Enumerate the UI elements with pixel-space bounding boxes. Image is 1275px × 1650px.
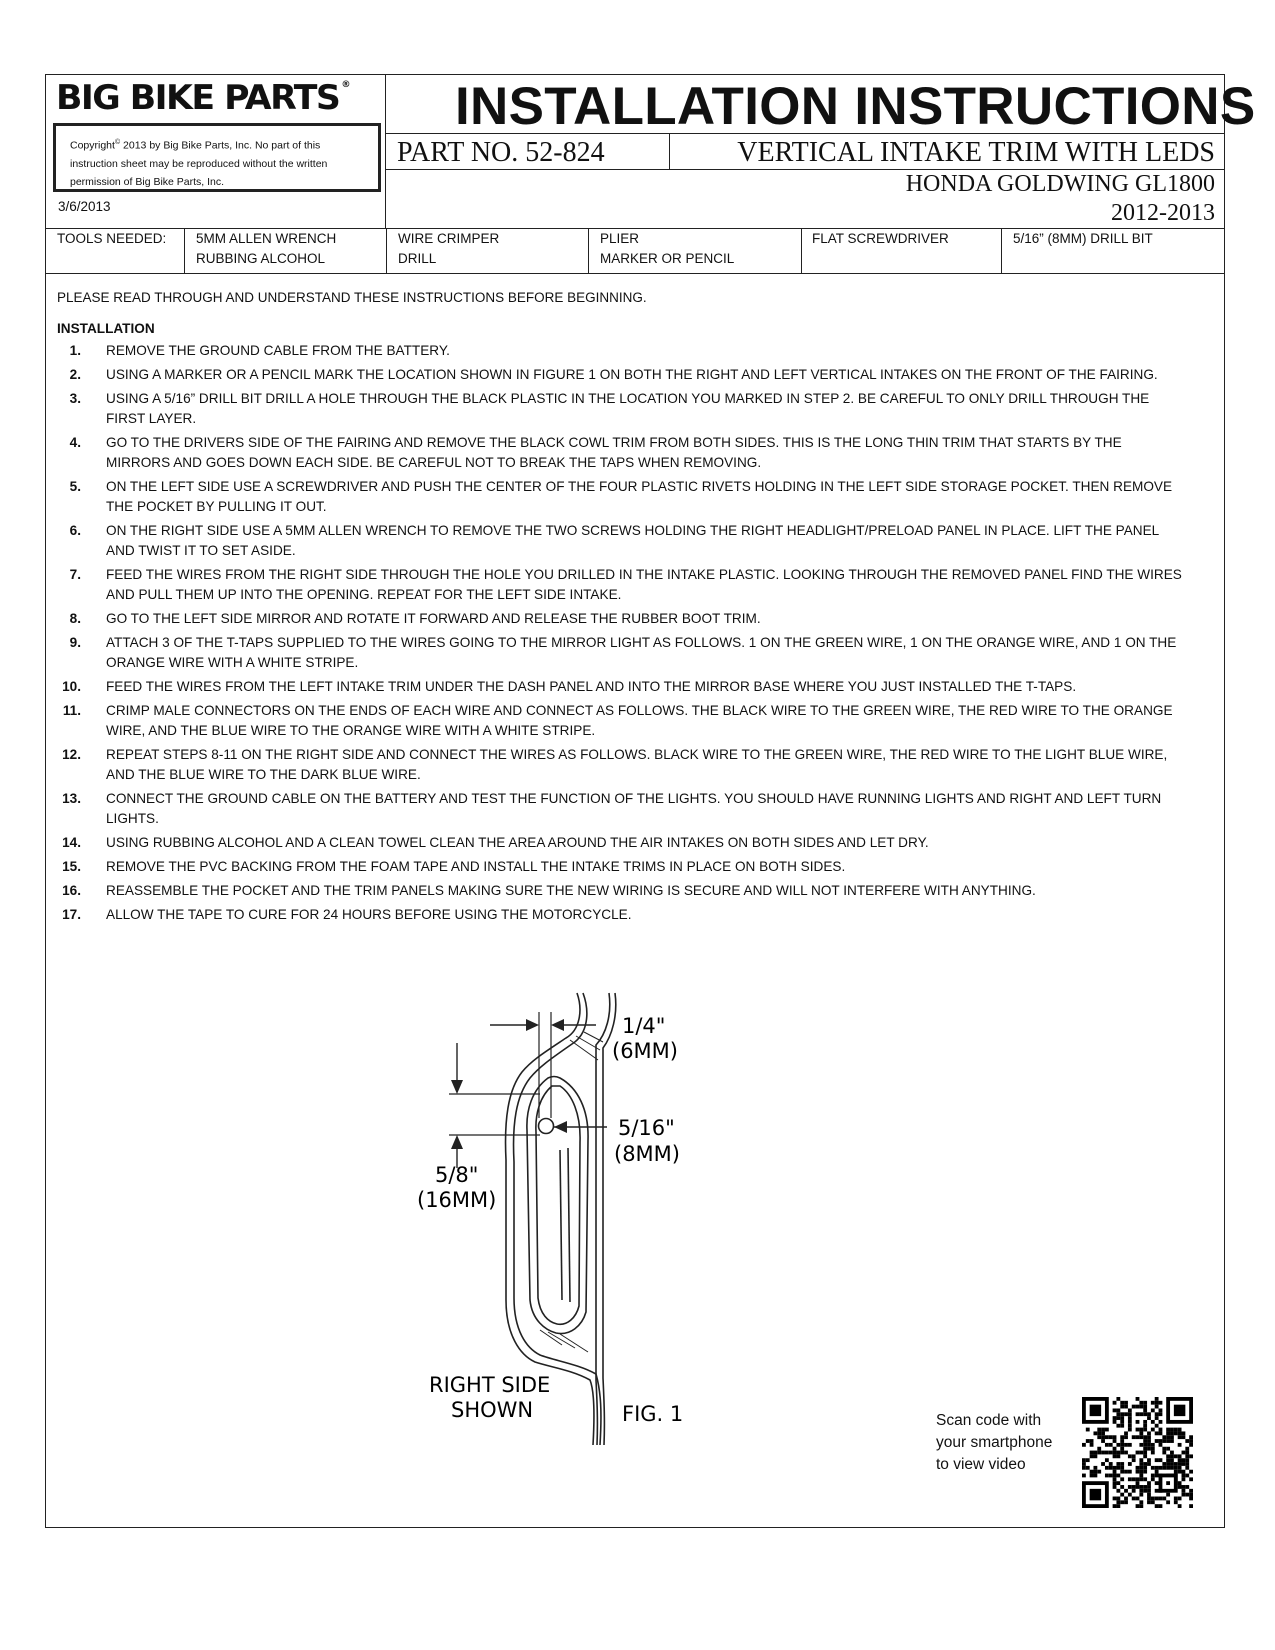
qr-code[interactable] xyxy=(1082,1397,1193,1508)
vehicle-years: 2012-2013 xyxy=(1111,200,1215,226)
list-item: 13. CONNECT THE GROUND CABLE ON THE BATTERY AND TEST THE FUNCTION OF THE LIGHTS. YOU SHOULD HAVE RUNNING LIGHTS AND RIGHT AND LEFT TURN LIGHTS. xyxy=(62,791,1162,826)
tools-label: TOOLS NEEDED: xyxy=(57,231,167,246)
side-label-line2: SHOWN xyxy=(451,1398,534,1422)
list-item: 14. USING RUBBING ALCOHOL AND A CLEAN TOWEL CLEAN THE AREA AROUND THE AIR INTAKES ON BOTH SIDES AND LET DRY. xyxy=(62,835,929,850)
list-item: 15. REMOVE THE PVC BACKING FROM THE FOAM TAPE AND INSTALL THE INTAKE TRIMS IN PLACE ON BOTH SIDES. xyxy=(62,859,846,874)
list-item: 17. ALLOW THE TAPE TO CURE FOR 24 HOURS BEFORE USING THE MOTORCYCLE. xyxy=(62,907,632,922)
product-name: VERTICAL INTAKE TRIM WITH LEDS xyxy=(737,137,1215,168)
tool-item: FLAT SCREWDRIVER xyxy=(812,231,949,246)
list-item: 7. FEED THE WIRES FROM THE RIGHT SIDE THROUGH THE HOLE YOU DRILLED IN THE INTAKE PLASTIC. LOOKING THROUGH THE REMOVED PANEL FIND THE WIRES AND PULL THEM UP INTO THE OPENING. REPEAT FOR THE LEFT SIDE INTAKE. xyxy=(69,567,1182,602)
tool-item: PLIER MARKER OR PENCIL xyxy=(600,231,735,266)
dim-five-sixteenths: 5/16" xyxy=(618,1116,675,1140)
list-item: 6. ON THE RIGHT SIDE USE A 5MM ALLEN WRENCH TO REMOVE THE TWO SCREWS HOLDING THE RIGHT HEADLIGHT/PRELOAD PANEL IN PLACE. LIFT THE PANEL AND TWIST IT TO SET ASIDE. xyxy=(69,523,1159,558)
tool-item: 5MM ALLEN WRENCH RUBBING ALCOHOL xyxy=(196,231,337,266)
list-item: 4. GO TO THE DRIVERS SIDE OF THE FAIRING AND REMOVE THE BLACK COWL TRIM FROM BOTH SIDES. THIS IS THE LONG THIN TRIM THAT STARTS BY THE MIRRORS AND GOES DOWN EACH SIDE. BE CAREFUL NOT TO BREAK THE TAPS WHEN REMOVING. xyxy=(69,435,1122,470)
page-title: INSTALLATION INSTRUCTIONS xyxy=(455,77,1256,136)
list-item: 2. USING A MARKER OR A PENCIL MARK THE LOCATION SHOWN IN FIGURE 1 ON BOTH THE RIGHT AND LEFT VERTICAL INTAKES ON THE FRONT OF THE FAIRING. xyxy=(69,367,1158,382)
brand-logo: BIG BIKE PARTS ® xyxy=(56,78,351,118)
list-item: 3. USING A 5/16” DRILL BIT DRILL A HOLE THROUGH THE BLACK PLASTIC IN THE LOCATION YOU MARKED IN STEP 2. BE CAREFUL TO ONLY DRILL THROUGH THE FIRST LAYER. xyxy=(69,391,1150,426)
installation-heading: INSTALLATION xyxy=(57,321,155,336)
dim-6mm: (6MM) xyxy=(612,1039,678,1063)
list-item: 11. CRIMP MALE CONNECTORS ON THE ENDS OF EACH WIRE AND CONNECT AS FOLLOWS. THE BLACK WIRE TO THE GREEN WIRE, THE RED WIRE TO THE ORANGE WIRE, AND THE BLUE WIRE TO THE ORANGE WIRE WITH A WHITE STRIPE. xyxy=(62,703,1173,738)
list-item: 8. GO TO THE LEFT SIDE MIRROR AND ROTATE IT FORWARD AND RELEASE THE RUBBER BOOT TRIM. xyxy=(69,611,761,626)
list-item: 16. REASSEMBLE THE POCKET AND THE TRIM PANELS MAKING SURE THE NEW WIRING IS SECURE AND WILL NOT INTERFERE WITH ANYTHING. xyxy=(62,883,1036,898)
dim-8mm: (8MM) xyxy=(614,1142,680,1166)
list-item: 9. ATTACH 3 OF THE T-TAPS SUPPLIED TO THE WIRES GOING TO THE MIRROR LIGHT AS FOLLOWS. 1 ON THE GREEN WIRE, 1 ON THE ORANGE WIRE, AND 1 ON THE ORANGE WIRE WITH A WHITE STRIPE. xyxy=(69,635,1177,670)
list-item: 5. ON THE LEFT SIDE USE A SCREWDRIVER AND PUSH THE CENTER OF THE FOUR PLASTIC RIVETS HOLDING IN THE LEFT SIDE STORAGE POCKET. THEN REMOVE THE POCKET BY PULLING IT OUT. xyxy=(69,479,1173,514)
figure-caption: FIG. 1 xyxy=(622,1402,684,1426)
copyright-notice: Copyright© 2013 by Big Bike Parts, Inc. No part of this instruction sheet may be reproduced without the written permission of Big Bike Parts, Inc. xyxy=(53,123,381,192)
side-label-line1: RIGHT SIDE xyxy=(429,1373,551,1397)
part-number: PART NO. 52-824 xyxy=(397,137,605,168)
dim-five-eighths: 5/8" xyxy=(435,1163,479,1187)
list-item: 12. REPEAT STEPS 8-11 ON THE RIGHT SIDE AND CONNECT THE WIRES AS FOLLOWS. BLACK WIRE TO THE GREEN WIRE, THE RED WIRE TO THE LIGHT BLUE WIRE, AND THE BLUE WIRE TO THE DARK BLUE WIRE. xyxy=(62,747,1168,782)
tool-item: 5/16” (8MM) DRILL BIT xyxy=(1013,231,1153,246)
intro-text: PLEASE READ THROUGH AND UNDERSTAND THESE INSTRUCTIONS BEFORE BEGINNING. xyxy=(57,290,647,305)
document-date: 3/6/2013 xyxy=(58,199,111,214)
dim-quarter-inch: 1/4" xyxy=(622,1014,666,1038)
dim-16mm: (16MM) xyxy=(417,1188,497,1212)
list-item: 1. REMOVE THE GROUND CABLE FROM THE BATTERY. xyxy=(69,343,450,358)
tool-item: WIRE CRIMPER DRILL xyxy=(398,231,500,266)
qr-caption: Scan code with your smartphone to view video xyxy=(936,1412,1053,1473)
list-item: 10. FEED THE WIRES FROM THE LEFT INTAKE TRIM UNDER THE DASH PANEL AND INTO THE MIRROR BASE WHERE YOU JUST INSTALLED THE T-TAPS. xyxy=(62,679,1077,694)
vehicle-model: HONDA GOLDWING GL1800 xyxy=(905,171,1215,197)
